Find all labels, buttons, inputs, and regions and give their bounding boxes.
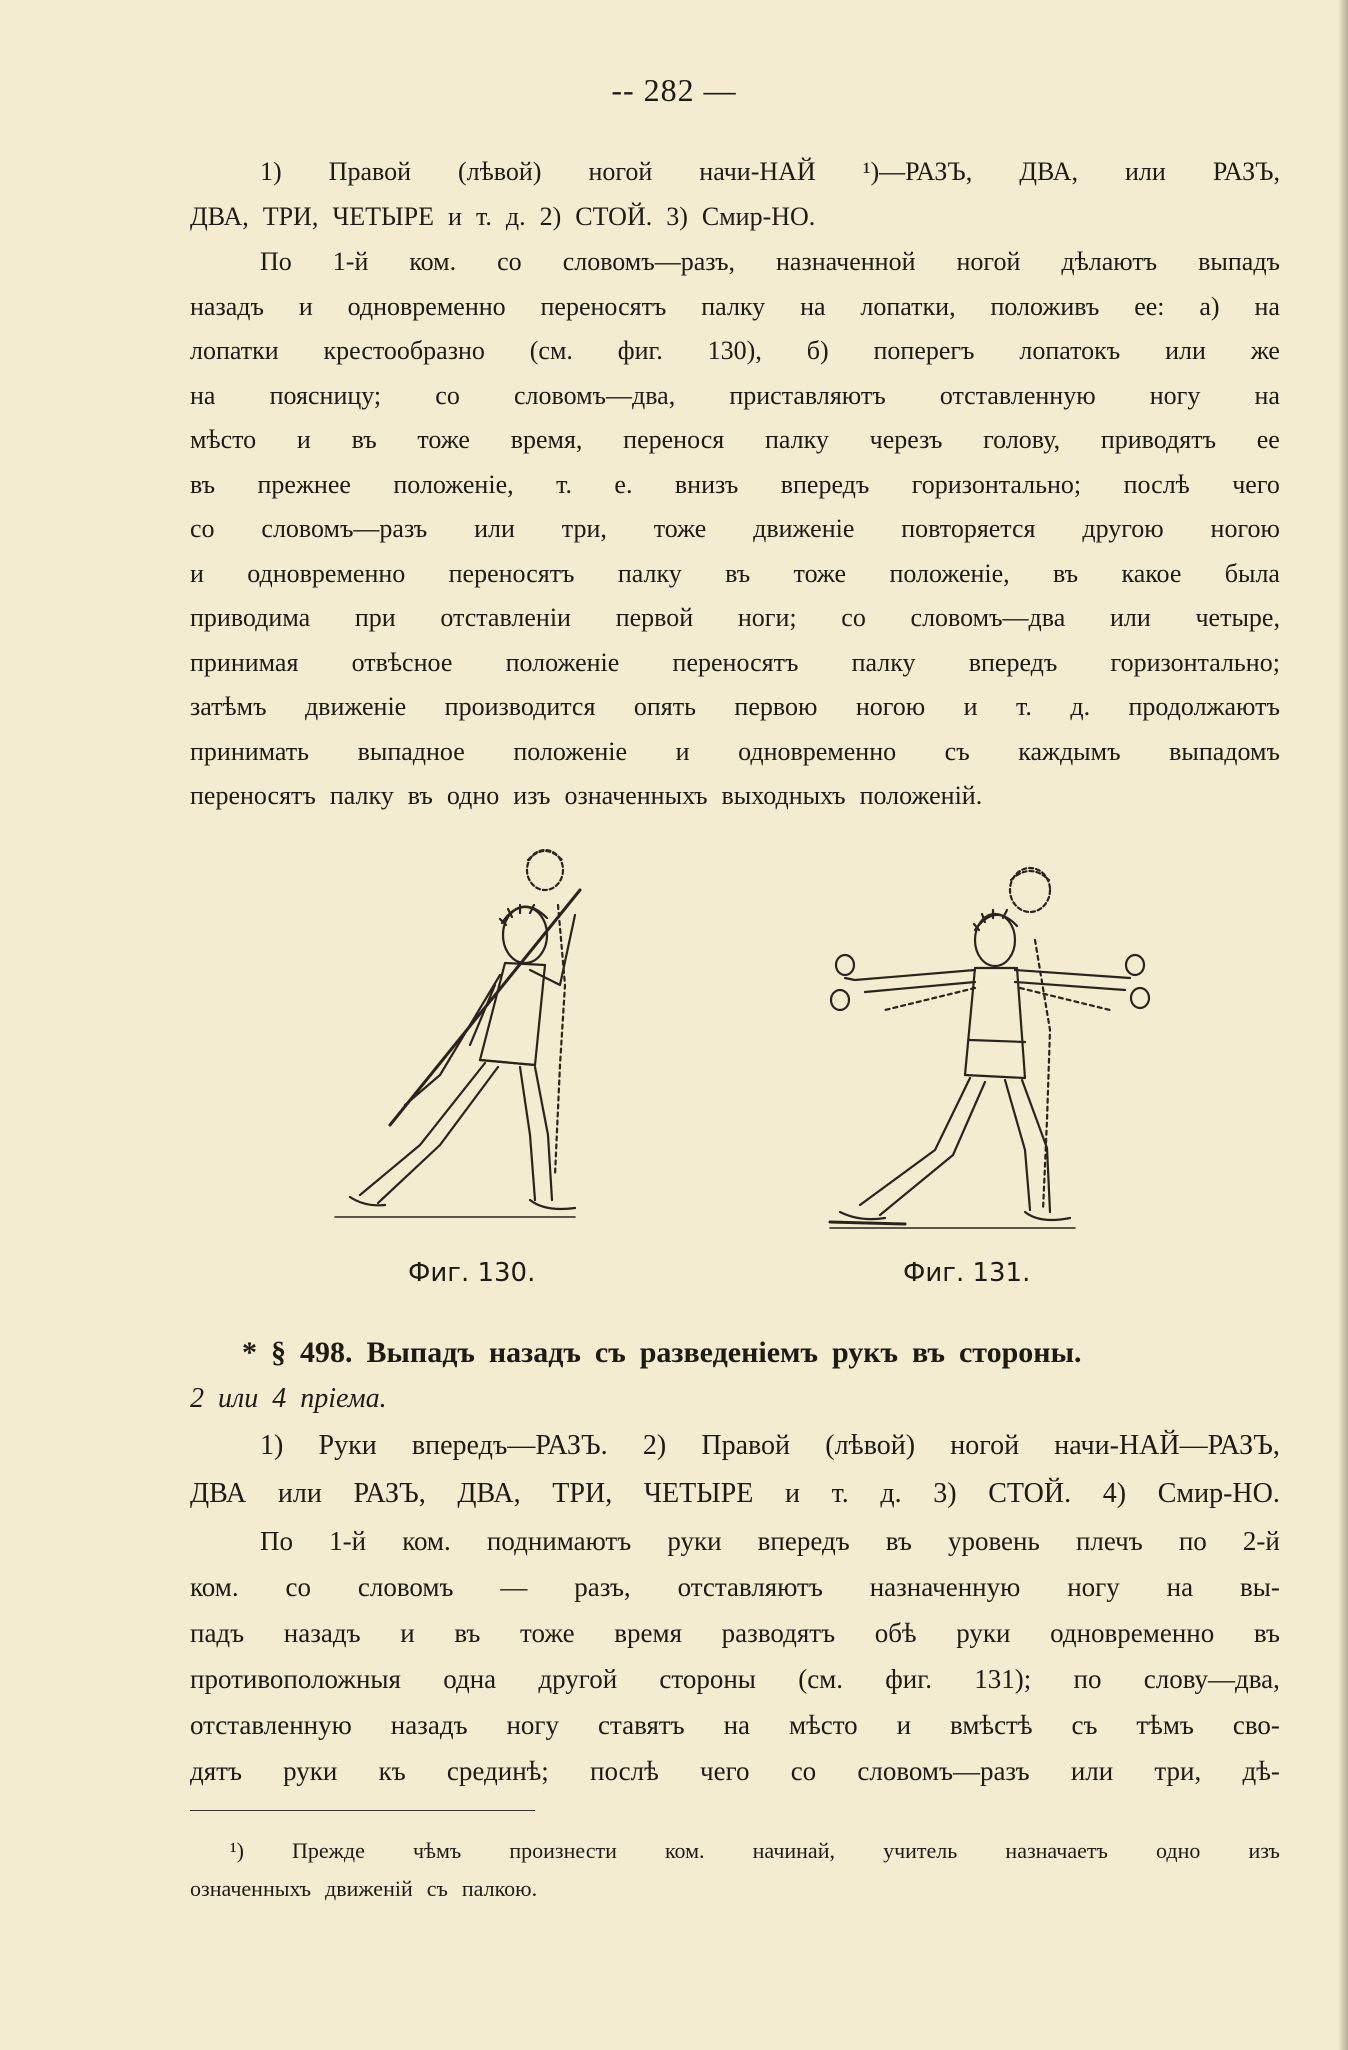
word: срединѣ; bbox=[446, 1756, 549, 1786]
word: тоже bbox=[653, 514, 707, 543]
word: переносятъ bbox=[540, 291, 667, 321]
footnote-divider bbox=[190, 1810, 535, 1811]
word: на bbox=[1254, 380, 1280, 410]
word: поднимаютъ bbox=[486, 1526, 632, 1556]
word: изъ bbox=[1248, 1838, 1280, 1863]
word: крестообразно bbox=[323, 336, 485, 365]
word: одновременно bbox=[1050, 1618, 1215, 1648]
commands-paragraph-1 bbox=[190, 150, 1280, 239]
word: б) bbox=[806, 336, 829, 365]
word: фиг. bbox=[617, 336, 663, 365]
word: тѣмъ bbox=[1136, 1710, 1194, 1740]
word: впередъ bbox=[968, 647, 1058, 677]
word: въ bbox=[454, 1618, 481, 1648]
word: отвѣсное bbox=[351, 647, 453, 677]
word: § bbox=[271, 1336, 286, 1369]
word: послѣ bbox=[1123, 469, 1190, 499]
word: е. bbox=[614, 469, 633, 499]
word: съ bbox=[1071, 1710, 1098, 1740]
text-line bbox=[190, 641, 1280, 686]
word: означенныхъ bbox=[564, 781, 708, 810]
word: положеніе, bbox=[889, 558, 1010, 588]
word: словомъ—два bbox=[910, 603, 1066, 632]
description-paragraph-2 bbox=[190, 1518, 1280, 1794]
word: внизъ bbox=[674, 469, 739, 499]
word: тоже bbox=[417, 425, 470, 454]
word: или bbox=[218, 1383, 259, 1414]
word: уровень bbox=[947, 1526, 1040, 1556]
word: и bbox=[400, 1618, 415, 1648]
word: 4) bbox=[1102, 1478, 1127, 1509]
word: РАЗЪ, bbox=[353, 1478, 426, 1509]
word: выпадомъ bbox=[1169, 736, 1280, 766]
word: продолжаютъ bbox=[1128, 692, 1280, 721]
word: рукъ bbox=[831, 1336, 899, 1369]
word: другой bbox=[538, 1664, 618, 1694]
figure-131-caption: Фиг. 131. bbox=[903, 1258, 1031, 1288]
word: т. bbox=[475, 201, 492, 231]
word: переносятъ bbox=[672, 647, 799, 677]
word: 2) bbox=[642, 1430, 667, 1461]
word: и bbox=[675, 736, 690, 766]
word: д. bbox=[880, 1478, 902, 1509]
word: 498. bbox=[300, 1336, 353, 1369]
word: ногу bbox=[506, 1710, 560, 1740]
word: движеній bbox=[325, 1876, 413, 1901]
word: 4 bbox=[272, 1383, 287, 1414]
word: назадъ bbox=[488, 1336, 581, 1369]
word: фиг. bbox=[885, 1664, 933, 1694]
figure-131-illustration bbox=[825, 860, 1155, 1235]
word: мѣсто bbox=[190, 425, 257, 454]
word: лопатокъ bbox=[1019, 336, 1121, 365]
word: переносятъ bbox=[190, 781, 316, 810]
text-line bbox=[190, 507, 1280, 552]
word: и bbox=[963, 692, 978, 721]
word: какое bbox=[1121, 558, 1182, 588]
word: опять bbox=[633, 692, 696, 721]
word: мѣсто bbox=[788, 1710, 858, 1740]
word: руки bbox=[283, 1756, 338, 1786]
word: По bbox=[260, 1526, 293, 1556]
footnote-line bbox=[190, 1870, 1280, 1908]
word: Выпадъ bbox=[366, 1336, 475, 1369]
section-subheading bbox=[190, 1376, 1280, 1422]
word: 2) bbox=[539, 201, 562, 231]
word: обѣ bbox=[874, 1618, 917, 1648]
word: въ bbox=[1253, 1618, 1280, 1648]
word: одновременно bbox=[738, 736, 897, 766]
text-line bbox=[190, 1748, 1280, 1794]
description-paragraph-1 bbox=[190, 240, 1280, 819]
word: въ bbox=[190, 469, 216, 499]
text-line bbox=[190, 150, 1280, 195]
text-line bbox=[190, 1564, 1280, 1610]
word: время bbox=[614, 1618, 683, 1648]
word: ногой bbox=[956, 247, 1021, 276]
word: поясницу; bbox=[269, 380, 382, 410]
word: вы- bbox=[1239, 1572, 1280, 1602]
word: дятъ bbox=[190, 1756, 242, 1786]
word: разъ, bbox=[574, 1572, 631, 1602]
word: палку bbox=[764, 425, 829, 454]
word: словомъ—два, bbox=[513, 380, 676, 410]
word: т. bbox=[1015, 692, 1032, 721]
word: ком. bbox=[664, 1838, 705, 1863]
word: же bbox=[1250, 336, 1280, 365]
word: каждымъ bbox=[1018, 736, 1121, 766]
word: къ bbox=[378, 1756, 406, 1786]
word: ДВА, bbox=[190, 201, 249, 231]
word: руки bbox=[667, 1526, 722, 1556]
word: впередъ bbox=[780, 469, 870, 499]
word: время, bbox=[510, 425, 583, 454]
word: послѣ bbox=[590, 1756, 659, 1786]
section-heading bbox=[190, 1330, 1280, 1376]
word: 1) bbox=[260, 157, 282, 186]
word: ногой bbox=[588, 157, 653, 186]
word: д. bbox=[505, 201, 526, 231]
word: палкою. bbox=[461, 1876, 538, 1901]
word: или bbox=[1125, 157, 1166, 186]
word: перенося bbox=[623, 425, 725, 454]
word: въ bbox=[351, 425, 377, 454]
word: 1-й bbox=[332, 247, 369, 276]
page-number: -- 282 — bbox=[611, 72, 737, 108]
word: ¹) bbox=[230, 1838, 244, 1863]
scan-edge-shadow bbox=[1338, 0, 1348, 2050]
word: на bbox=[1166, 1572, 1194, 1602]
word: ТРИ, bbox=[262, 201, 319, 231]
word: выпадъ bbox=[1198, 247, 1280, 276]
word: начи-НАЙ—РАЗЪ, bbox=[1054, 1430, 1280, 1461]
word: 2 bbox=[190, 1383, 204, 1414]
word: Правой bbox=[328, 157, 412, 186]
word: выходныхъ bbox=[721, 781, 846, 810]
word: съ bbox=[426, 1876, 448, 1901]
word: ногой bbox=[950, 1430, 1020, 1461]
word: Правой bbox=[701, 1430, 791, 1461]
word: съ bbox=[594, 1336, 626, 1369]
word: стороны bbox=[659, 1664, 756, 1694]
text-line bbox=[190, 418, 1280, 463]
word: и bbox=[296, 425, 311, 454]
text-line bbox=[190, 552, 1280, 597]
word: положеніе bbox=[505, 647, 620, 677]
figure-130-illustration bbox=[330, 845, 590, 1225]
word: ЧЕТЫРЕ bbox=[332, 201, 435, 231]
text-line bbox=[190, 1610, 1280, 1656]
word: движеніе bbox=[304, 692, 407, 721]
text-line bbox=[190, 1656, 1280, 1702]
word: ее: bbox=[1134, 291, 1165, 321]
word: одновременно bbox=[347, 291, 506, 321]
word: дѣлаютъ bbox=[1061, 247, 1158, 276]
word: ее bbox=[1256, 425, 1280, 454]
word: (лѣвой) bbox=[825, 1430, 916, 1461]
word: назадъ bbox=[190, 291, 264, 321]
word: палку bbox=[329, 781, 394, 810]
word: словомъ—разъ bbox=[261, 514, 428, 543]
word: первою bbox=[734, 692, 818, 721]
word: 3) bbox=[666, 201, 688, 231]
word: первой bbox=[615, 603, 694, 632]
word: 1) bbox=[260, 1430, 284, 1461]
word: или bbox=[474, 514, 515, 543]
word: СТОЙ. bbox=[575, 201, 653, 231]
word: или bbox=[1109, 603, 1151, 632]
text-line bbox=[190, 463, 1280, 508]
text-line bbox=[190, 730, 1280, 775]
word: выпадное bbox=[357, 736, 465, 766]
word: 3) bbox=[933, 1478, 957, 1509]
commands-paragraph-2 bbox=[190, 1422, 1280, 1518]
word: положеній. bbox=[859, 781, 983, 810]
text-line bbox=[190, 240, 1280, 285]
word: ком. bbox=[190, 1572, 239, 1602]
word: Руки bbox=[318, 1430, 377, 1461]
word: положеніе bbox=[513, 736, 628, 766]
word: со bbox=[790, 1756, 817, 1786]
word: РАЗЪ, bbox=[1212, 157, 1280, 186]
word: другою bbox=[1082, 514, 1164, 543]
word: (см. bbox=[798, 1664, 844, 1694]
word: переносятъ bbox=[448, 558, 575, 588]
word: ногою bbox=[1210, 514, 1280, 543]
word: назадъ bbox=[283, 1618, 361, 1648]
word: назначенную bbox=[869, 1572, 1021, 1602]
text-line bbox=[190, 374, 1280, 419]
word: 1-й bbox=[329, 1526, 367, 1556]
word: назначенной bbox=[776, 247, 916, 276]
word: одно bbox=[1156, 1838, 1201, 1863]
word: въ bbox=[912, 1336, 945, 1369]
word: (лѣвой) bbox=[458, 157, 542, 186]
word: т. bbox=[831, 1478, 849, 1509]
word: ногу bbox=[1067, 1572, 1120, 1602]
word: Прежде bbox=[292, 1838, 365, 1863]
word: со bbox=[497, 247, 522, 276]
word: и bbox=[298, 291, 313, 321]
word: чѣмъ bbox=[412, 1838, 462, 1863]
word: т. bbox=[556, 469, 572, 499]
word: по bbox=[1178, 1526, 1207, 1556]
word: ногою bbox=[855, 692, 926, 721]
word: палку bbox=[701, 291, 766, 321]
word: четыре, bbox=[1195, 603, 1280, 632]
text-line bbox=[190, 1518, 1280, 1564]
word: впередъ bbox=[757, 1526, 850, 1556]
text-line bbox=[190, 329, 1280, 374]
word: ком. bbox=[402, 1526, 451, 1556]
word: Смир-НО. bbox=[1157, 1478, 1280, 1509]
word: слову—два, bbox=[1143, 1664, 1280, 1694]
word: со bbox=[435, 380, 460, 410]
word: была bbox=[1224, 558, 1280, 588]
word: ставятъ bbox=[597, 1710, 685, 1740]
word: по bbox=[1073, 1664, 1102, 1694]
word: ноги; bbox=[737, 603, 797, 632]
word: съ bbox=[944, 736, 970, 766]
word: въ bbox=[725, 558, 751, 588]
footnote bbox=[190, 1832, 1280, 1908]
word: на bbox=[190, 380, 216, 410]
word: приводятъ bbox=[1100, 425, 1217, 454]
word: со bbox=[285, 1572, 311, 1602]
word: на bbox=[800, 291, 826, 321]
word: прежнее bbox=[257, 469, 351, 499]
word: означенныхъ bbox=[190, 1876, 312, 1901]
word: движеніе bbox=[753, 514, 855, 543]
word: падъ bbox=[190, 1618, 245, 1648]
word: 131); bbox=[974, 1664, 1032, 1694]
word: изъ bbox=[513, 781, 551, 810]
word: (см. bbox=[529, 336, 573, 365]
word: — bbox=[500, 1572, 528, 1602]
word: чего bbox=[1232, 469, 1280, 499]
word: впередъ—РАЗЪ. bbox=[411, 1430, 608, 1461]
word: ДВА bbox=[190, 1478, 247, 1509]
text-line bbox=[190, 596, 1280, 641]
word: назначаетъ bbox=[1005, 1838, 1108, 1863]
word: ЧЕТЫРЕ bbox=[643, 1478, 754, 1509]
word: лопатки, bbox=[860, 291, 956, 321]
word: Смир-НО. bbox=[701, 201, 816, 231]
word: тоже bbox=[520, 1618, 575, 1648]
word: три, bbox=[1154, 1756, 1202, 1786]
word: ДВА, bbox=[457, 1478, 521, 1509]
word: затѣмъ bbox=[190, 692, 267, 721]
text-line bbox=[190, 774, 1280, 819]
text-line bbox=[190, 685, 1280, 730]
word: три, bbox=[561, 514, 607, 543]
word: черезъ bbox=[869, 425, 943, 454]
word: въ bbox=[885, 1526, 912, 1556]
footnote-line bbox=[190, 1832, 1280, 1870]
word: словомъ—разъ bbox=[857, 1756, 1030, 1786]
word: положеніе, bbox=[393, 469, 514, 499]
word: плечъ bbox=[1075, 1526, 1143, 1556]
text-line bbox=[190, 195, 1280, 240]
word: горизонтально; bbox=[1110, 647, 1280, 677]
word: со bbox=[190, 514, 215, 543]
word: или bbox=[1165, 336, 1206, 365]
word: учитель bbox=[883, 1838, 958, 1863]
word: д. bbox=[1070, 692, 1091, 721]
word: одна bbox=[443, 1664, 497, 1694]
text-line bbox=[190, 1422, 1280, 1470]
word: положивъ bbox=[990, 291, 1100, 321]
word: ногу bbox=[1149, 380, 1201, 410]
text-line bbox=[190, 285, 1280, 330]
word: въ bbox=[407, 781, 433, 810]
word: По bbox=[260, 247, 292, 276]
word: 130), bbox=[707, 336, 762, 365]
word: СТОЙ. bbox=[988, 1478, 1072, 1509]
word: лопатки bbox=[190, 336, 279, 365]
word: вмѣстѣ bbox=[950, 1710, 1033, 1740]
word: произнести bbox=[509, 1838, 617, 1863]
word: сво- bbox=[1232, 1710, 1280, 1740]
word: палку bbox=[851, 647, 916, 677]
word: производится bbox=[444, 692, 596, 721]
word: руки bbox=[956, 1618, 1011, 1648]
word: ком. bbox=[409, 247, 457, 276]
word: поперегъ bbox=[873, 336, 975, 365]
text-line bbox=[190, 1470, 1280, 1518]
word: ДВА, bbox=[1019, 157, 1079, 186]
word: разведеніемъ bbox=[639, 1336, 818, 1369]
word: отставленную bbox=[190, 1710, 352, 1740]
text-line bbox=[190, 1702, 1280, 1748]
word: разводятъ bbox=[721, 1618, 836, 1648]
word: отставленіи bbox=[440, 603, 571, 632]
word: отставляютъ bbox=[677, 1572, 823, 1602]
word: и bbox=[784, 1478, 800, 1509]
word: * bbox=[242, 1336, 257, 1369]
word: повторяется bbox=[901, 514, 1036, 543]
word: отставленную bbox=[939, 380, 1096, 410]
word: ТРИ, bbox=[552, 1478, 613, 1509]
section-498 bbox=[190, 1330, 1280, 1422]
word: или bbox=[277, 1478, 322, 1509]
word: при bbox=[354, 603, 396, 632]
word: пріема. bbox=[300, 1383, 387, 1414]
word: начинай, bbox=[752, 1838, 835, 1863]
word: въ bbox=[1053, 558, 1079, 588]
word: чего bbox=[700, 1756, 750, 1786]
word: и bbox=[448, 201, 462, 231]
word: на bbox=[723, 1710, 751, 1740]
word: а) bbox=[1199, 291, 1220, 321]
word: на bbox=[1254, 291, 1280, 321]
word: начи-НАЙ bbox=[699, 157, 816, 186]
figure-130-caption: Фиг. 130. bbox=[408, 1258, 536, 1288]
word: одновременно bbox=[247, 558, 406, 588]
word: палку bbox=[617, 558, 682, 588]
word: словомъ—разъ, bbox=[562, 247, 736, 276]
word: горизонтально; bbox=[911, 469, 1082, 499]
word: ¹)—РАЗЪ, bbox=[862, 157, 973, 186]
word: словомъ bbox=[357, 1572, 454, 1602]
word: противоположныя bbox=[190, 1664, 401, 1694]
word: стороны. bbox=[958, 1336, 1082, 1369]
word: со bbox=[841, 603, 866, 632]
word: 2-й bbox=[1242, 1526, 1280, 1556]
word: голову, bbox=[983, 425, 1061, 454]
word: приставляютъ bbox=[729, 380, 886, 410]
word: одно bbox=[446, 781, 500, 810]
word: назадъ bbox=[390, 1710, 468, 1740]
word: и bbox=[190, 558, 204, 588]
word: принимая bbox=[190, 647, 299, 677]
word: или bbox=[1070, 1756, 1114, 1786]
word: тоже bbox=[793, 558, 847, 588]
word: и bbox=[896, 1710, 912, 1740]
word: принимать bbox=[190, 736, 310, 766]
word: дѣ- bbox=[1242, 1756, 1280, 1786]
word: приводима bbox=[190, 603, 311, 632]
